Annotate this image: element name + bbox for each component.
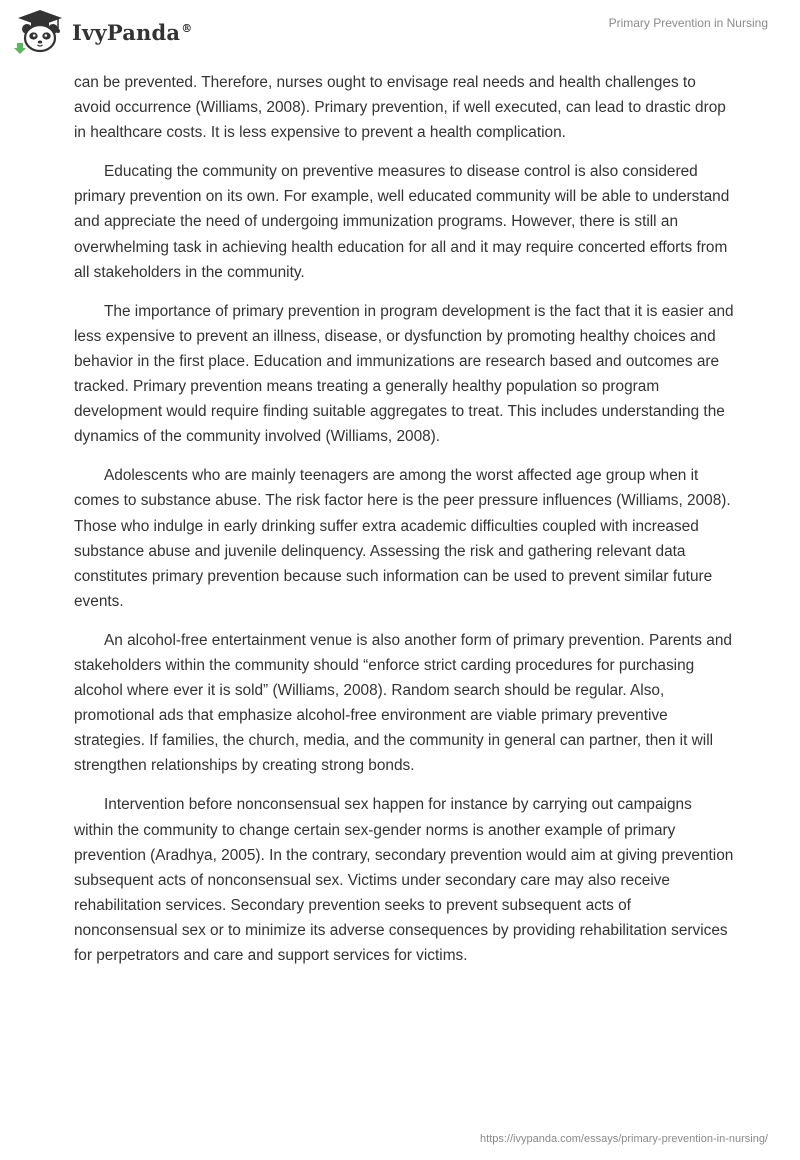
panda-graduate-icon bbox=[14, 8, 66, 54]
paragraph-1: can be prevented. Therefore, nurses ought to envisage real needs and health challenges to avoid occurrence (Williams, 2008). Primary prevention, if well executed, can lead to drastic drop in healthcare costs. It is less expensive to prevent a health complication. bbox=[74, 74, 726, 142]
page-header bbox=[0, 0, 800, 62]
paragraph-3: The importance of primary prevention in program development is the fact that it is easier and less expensive to prevent an illness, disease, or dysfunction by promoting healthy choices and behavior in the first place. Education and immunizations are research based and outcomes are tracked. Primary prevention means treating a generally healthy population so program development would require finding suitable aggregates to treat. This includes understanding the dynamics of the community involved (Williams, 2008). bbox=[74, 302, 734, 446]
paragraph-5: An alcohol-free entertainment venue is also another form of primary prevention. Parents and stakeholders within the community should “enforce strict carding procedures for purchasing alcohol where ever it is sold” (Williams, 2008). Random search should be regular. Also, promotional ads that emphasize alcohol-free environment are viable primary preventive strategies. If families, the church, media, and the community in general can partner, then it will strengthen relationships by creating strong bonds. bbox=[74, 631, 732, 775]
paragraph-2: Educating the community on preventive measures to disease control is also considered primary prevention on its own. For example, well educated community will be able to understand and appreciate the need of undergoing immunization programs. However, there is still an overwhelming task in achieving health education for all and it may require concerted efforts from all stakeholders in the community. bbox=[74, 163, 730, 281]
paragraph-6: Intervention before nonconsensual sex happen for instance by carrying out campaigns within the community to change certain sex-gender norms is another example of primary prevention (Aradhya, 2005). In the contrary, secondary prevention would aim at giving prevention subsequent acts of nonconsensual sex. Victims under secondary care may also receive rehabilitation services. Secondary prevention seeks to prevent subsequent acts of nonconsensual sex or to minimize its adverse consequences by providing rehabilitation services for perpetrators and care and support services for victims. bbox=[74, 796, 734, 964]
ivypanda-logo[interactable] bbox=[14, 8, 192, 54]
essay-body bbox=[74, 70, 734, 982]
source-url-link[interactable]: https://ivypanda.com/essays/primary-prevention-in-nursing/ bbox=[480, 1133, 768, 1145]
brand-name: IvyPanda® bbox=[72, 19, 193, 45]
paragraph-4: Adolescents who are mainly teenagers are among the worst affected age group when it comes to substance abuse. The risk factor here is the peer pressure influences (Williams, 2008). Those who indulge in early drinking suffer extra academic difficulties coupled with increased substance abuse and juvenile delinquency. Assessing the risk and gathering relevant data constitutes primary prevention because such information can be used to prevent similar future events. bbox=[74, 467, 731, 610]
registered-mark: ® bbox=[181, 21, 193, 35]
document-title: Primary Prevention in Nursing bbox=[608, 16, 768, 30]
